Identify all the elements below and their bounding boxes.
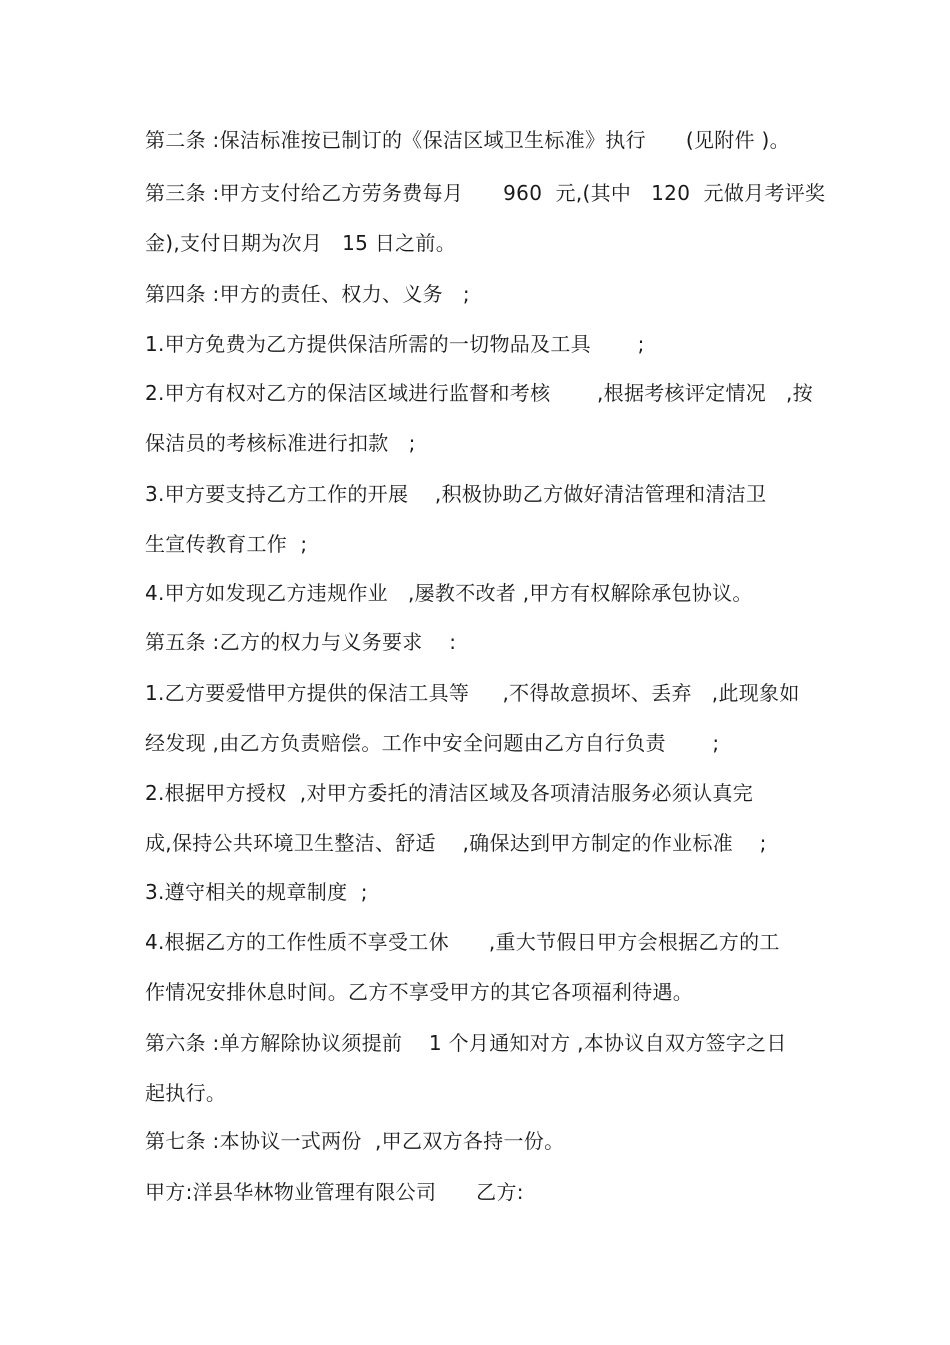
clause-4-item-4: 4.甲方如发现乙方违规作业 ,屡教不改者 ,甲方有权解除承包协议。 xyxy=(145,581,753,605)
clause-4-item-2-line-2: 保洁员的考核标准进行扣款 ; xyxy=(145,431,416,455)
clause-6-line-2: 起执行。 xyxy=(145,1081,227,1105)
clause-4-heading: 第四条 :甲方的责任、权力、义务 ; xyxy=(145,282,470,306)
clause-3-line-2: 金),支付日期为次月 15 日之前。 xyxy=(145,231,457,255)
clause-5-item-1-line-1: 1.乙方要爱惜甲方提供的保洁工具等 ,不得故意损坏、丢弃 ,此现象如 xyxy=(145,681,800,705)
clause-4-item-2-line-1: 2.甲方有权对乙方的保洁区域进行监督和考核 ,根据考核评定情况 ,按 xyxy=(145,381,813,405)
clause-4-item-3-line-1: 3.甲方要支持乙方工作的开展 ,积极协助乙方做好清洁管理和清洁卫 xyxy=(145,482,767,506)
clause-5-item-2-line-1: 2.根据甲方授权 ,对甲方委托的清洁区域及各项清洁服务必须认真完 xyxy=(145,781,754,805)
signature-parties-line: 甲方:洋县华林物业管理有限公司 乙方: xyxy=(145,1180,524,1204)
clause-5-item-4-line-1: 4.根据乙方的工作性质不享受工休 ,重大节假日甲方会根据乙方的工 xyxy=(145,930,780,954)
clause-4-item-1: 1.甲方免费为乙方提供保洁所需的一切物品及工具 ; xyxy=(145,332,645,356)
clause-4-item-3-line-2: 生宣传教育工作 ; xyxy=(145,532,308,556)
clause-6-line-1: 第六条 :单方解除协议须提前 1 个月通知对方 ,本协议自双方签字之日 xyxy=(145,1031,787,1055)
clause-5-heading: 第五条 :乙方的权力与义务要求 : xyxy=(145,630,457,654)
clause-5-item-3: 3.遵守相关的规章制度 ; xyxy=(145,880,368,904)
clause-5-item-1-line-2: 经发现 ,由乙方负责赔偿。工作中安全问题由乙方自行负责 ; xyxy=(145,731,720,755)
clause-3-line-1: 第三条 :甲方支付给乙方劳务费每月 960 元,(其中 120 元做月考评奖 xyxy=(145,181,826,205)
clause-5-item-2-line-2: 成,保持公共环境卫生整洁、舒适 ,确保达到甲方制定的作业标准 ; xyxy=(145,831,767,855)
clause-2-line: 第二条 :保洁标准按已制订的《保洁区域卫生标准》执行 (见附件 )。 xyxy=(145,128,790,152)
clause-5-item-4-line-2: 作情况安排休息时间。乙方不享受甲方的其它各项福利待遇。 xyxy=(145,980,694,1004)
clause-7-line: 第七条 :本协议一式两份 ,甲乙双方各持一份。 xyxy=(145,1129,565,1153)
